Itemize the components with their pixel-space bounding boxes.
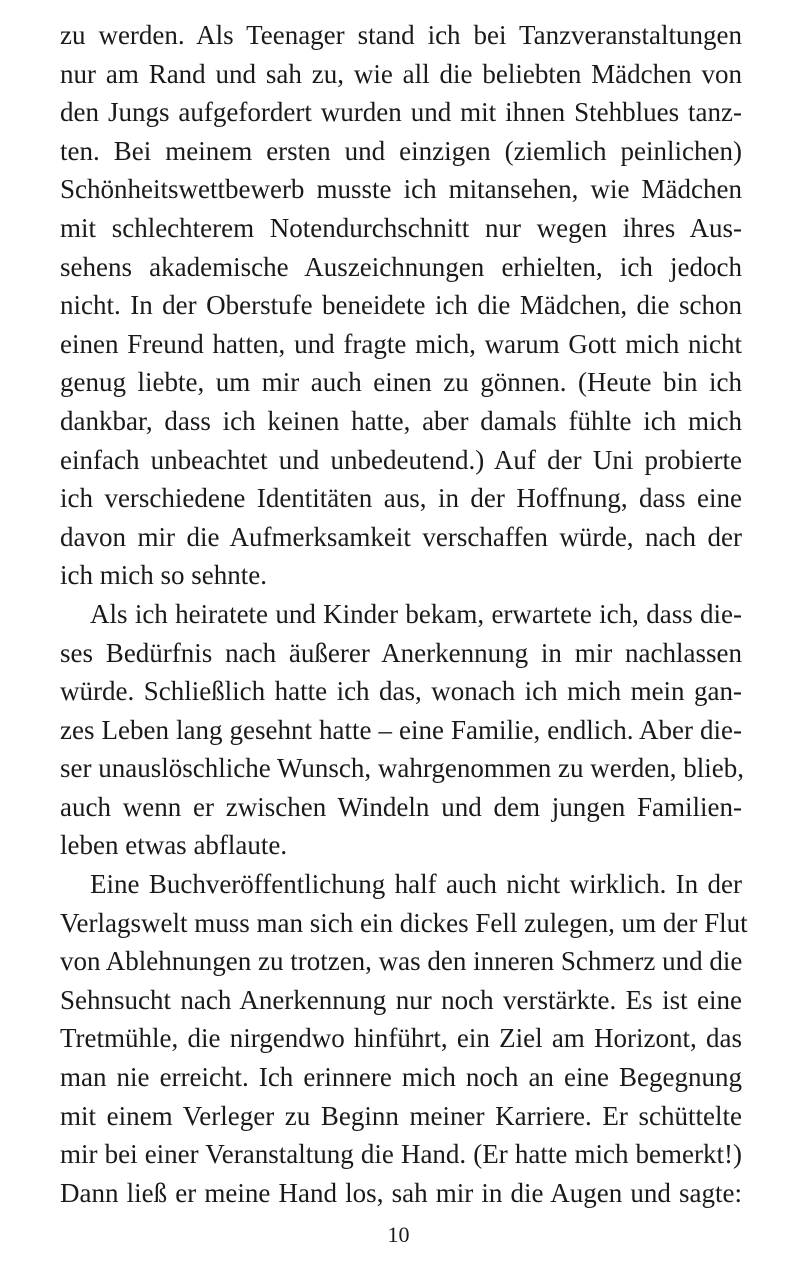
text-line: Sehnsucht nach Anerkennung nur noch verstärkte. Es ist eine [60, 984, 742, 1015]
text-line: ser unauslöschliche Wunsch, wahrgenommen zu werden, blieb, [60, 753, 744, 784]
page-number: 10 [387, 1222, 410, 1247]
text-line: Dann ließ er meine Hand los, sah mir in die Augen und sagte: [60, 1177, 742, 1208]
text-line: nicht. In der Oberstufe beneidete ich die Mädchen, die schon [60, 290, 742, 321]
text-line: ten. Bei meinem ersten und einzigen (ziemlich peinlichen) [60, 135, 742, 166]
text-line: man nie erreicht. Ich erinnere mich noch an eine Begegnung [60, 1062, 742, 1093]
text-line: dankbar, dass ich keinen hatte, aber damals fühlte ich mich [60, 405, 742, 436]
text-line: leben etwas abflaute. [60, 830, 288, 861]
text-line: genug liebte, um mir auch einen zu gönnen. (Heute bin ich [60, 367, 742, 398]
text-line: mir bei einer Veranstaltung die Hand. (Er hatte mich bemerkt!) [60, 1139, 742, 1170]
text-line: zu werden. Als Teenager stand ich bei Tanzveranstaltungen [60, 20, 742, 50]
text-line: zes Leben lang gesehnt hatte – eine Familie, endlich. Aber die- [60, 714, 742, 745]
text-line: mit schlechterem Notendurchschnitt nur wegen ihres Aus- [60, 212, 742, 243]
text-line: den Jungs aufgefordert wurden und mit ihnen Stehblues tanz- [60, 97, 742, 128]
text-line: ich mich so sehnte. [60, 560, 267, 591]
paragraph-3 [60, 865, 748, 1212]
text-line: einfach unbeachtet und unbedeutend.) Auf der Uni probierte [60, 444, 742, 475]
text-line: mit einem Verleger zu Beginn meiner Karriere. Er schüttelte [60, 1100, 742, 1131]
paragraph-2 [60, 595, 742, 865]
text-line: auch wenn er zwischen Windeln und dem jungen Familien- [60, 791, 742, 822]
text-line: Schönheitswettbewerb musste ich mitansehen, wie Mädchen [60, 174, 742, 205]
text-line: sehens akademische Auszeichnungen erhielten, ich jedoch [60, 251, 742, 282]
text-line: von Ablehnungen zu trotzen, was den inneren Schmerz und die [60, 946, 743, 977]
text-line: nur am Rand und sah zu, wie all die beliebten Mädchen von [60, 58, 742, 89]
text-line: Verlagswelt muss man sich ein dickes Fell zulegen, um der Flut [60, 907, 748, 938]
paragraph-1 [60, 16, 742, 595]
text-line: würde. Schließlich hatte ich das, wonach ich mich mein gan- [60, 676, 742, 707]
page-body [60, 16, 748, 1212]
text-line: Eine Buchveröffentlichung half auch nicht wirklich. In der [90, 869, 742, 900]
text-line: Als ich heiratete und Kinder bekam, erwartete ich, dass die- [90, 598, 742, 629]
text-line: ses Bedürfnis nach äußerer Anerkennung in mir nachlassen [60, 637, 742, 668]
text-line: Tretmühle, die nirgendwo hinführt, ein Ziel am Horizont, das [60, 1023, 742, 1054]
text-line: einen Freund hatten, und fragte mich, warum Gott mich nicht [60, 328, 742, 359]
text-line: ich verschiedene Identitäten aus, in der Hoffnung, dass eine [60, 483, 742, 514]
text-line: davon mir die Aufmerksamkeit verschaffen würde, nach der [60, 521, 742, 552]
